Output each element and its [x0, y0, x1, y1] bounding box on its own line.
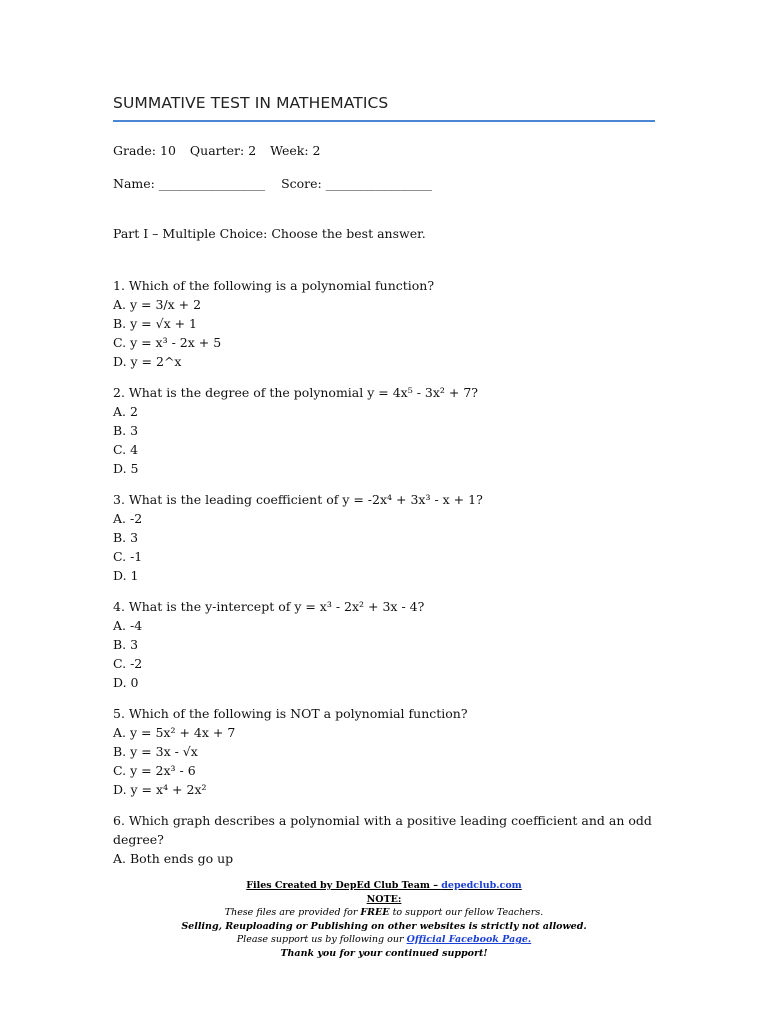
free-word: FREE [360, 907, 390, 918]
answer-option: B. 3 [113, 423, 139, 438]
document-footer [0, 879, 768, 960]
support-text: Please support us by following our [236, 934, 407, 945]
question-item [113, 276, 653, 371]
footer-support [0, 933, 768, 947]
facebook-page-link[interactable]: Official Facebook Page. [406, 934, 532, 945]
question-stem: 1. Which of the following is a polynomial function? [113, 278, 435, 293]
free-notice-b: to support our fellow Teachers. [389, 907, 544, 918]
score-field[interactable]: Score: _________________ [281, 176, 432, 191]
answer-option: A. Both ends go up [113, 851, 234, 866]
answer-option: C. y = 2x³ - 6 [113, 763, 196, 778]
footer-free-notice [0, 906, 768, 920]
answer-option: B. 3 [113, 637, 139, 652]
name-score-row [113, 174, 432, 193]
free-notice-a: These files are provided for [224, 907, 361, 918]
question-item [113, 811, 653, 868]
answer-option: D. 1 [113, 568, 139, 583]
title-underline [113, 120, 655, 122]
name-field[interactable]: Name: _________________ [113, 176, 266, 191]
page-title: SUMMATIVE TEST IN MATHEMATICS [113, 94, 389, 112]
answer-option: D. y = 2^x [113, 354, 182, 369]
answer-option: D. 0 [113, 675, 139, 690]
answer-option: B. y = √x + 1 [113, 316, 198, 331]
answer-option: C. 4 [113, 442, 139, 457]
answer-option: A. -2 [113, 511, 143, 526]
test-meta [113, 141, 320, 160]
answer-option: A. y = 3/x + 2 [113, 297, 202, 312]
part-instructions: Part I – Multiple Choice: Choose the best answer. [113, 226, 426, 241]
question-item [113, 490, 653, 585]
answer-option: C. -1 [113, 549, 143, 564]
week-label: Week: 2 [270, 143, 321, 158]
footer-credit [0, 879, 768, 893]
footer-restriction: Selling, Reuploading or Publishing on other websites is strictly not allowed. [181, 920, 587, 932]
quarter-label: Quarter: 2 [189, 143, 257, 158]
answer-option: D. 5 [113, 461, 139, 476]
question-stem: 4. What is the y-intercept of y = x³ - 2x² + 3x - 4? [113, 599, 425, 614]
footer-thanks: Thank you for your continued support! [280, 947, 488, 959]
question-stem: 6. Which graph describes a polynomial with a positive leading coefficient and an odd degree? [113, 813, 652, 847]
answer-option: A. 2 [113, 404, 138, 419]
question-stem: 3. What is the leading coefficient of y = -2x⁴ + 3x³ - x + 1? [113, 492, 483, 507]
question-item [113, 383, 653, 478]
footer-note-heading: NOTE: [366, 893, 402, 905]
answer-option: C. y = x³ - 2x + 5 [113, 335, 222, 350]
answer-option: B. y = 3x - √x [113, 744, 198, 759]
answer-option: C. -2 [113, 656, 143, 671]
answer-option: A. -4 [113, 618, 143, 633]
question-stem: 2. What is the degree of the polynomial y = 4x⁵ - 3x² + 7? [113, 385, 478, 400]
answer-option: B. 3 [113, 530, 139, 545]
answer-option: A. y = 5x² + 4x + 7 [113, 725, 236, 740]
grade-label: Grade: 10 [113, 143, 176, 158]
question-item [113, 704, 653, 799]
question-item [113, 597, 653, 692]
answer-option: D. y = x⁴ + 2x² [113, 782, 207, 797]
question-list [113, 276, 653, 880]
depedclub-link[interactable]: depedclub.com [441, 880, 522, 891]
footer-credit-text: Files Created by DepEd Club Team – [246, 880, 442, 891]
question-stem: 5. Which of the following is NOT a polynomial function? [113, 706, 468, 721]
